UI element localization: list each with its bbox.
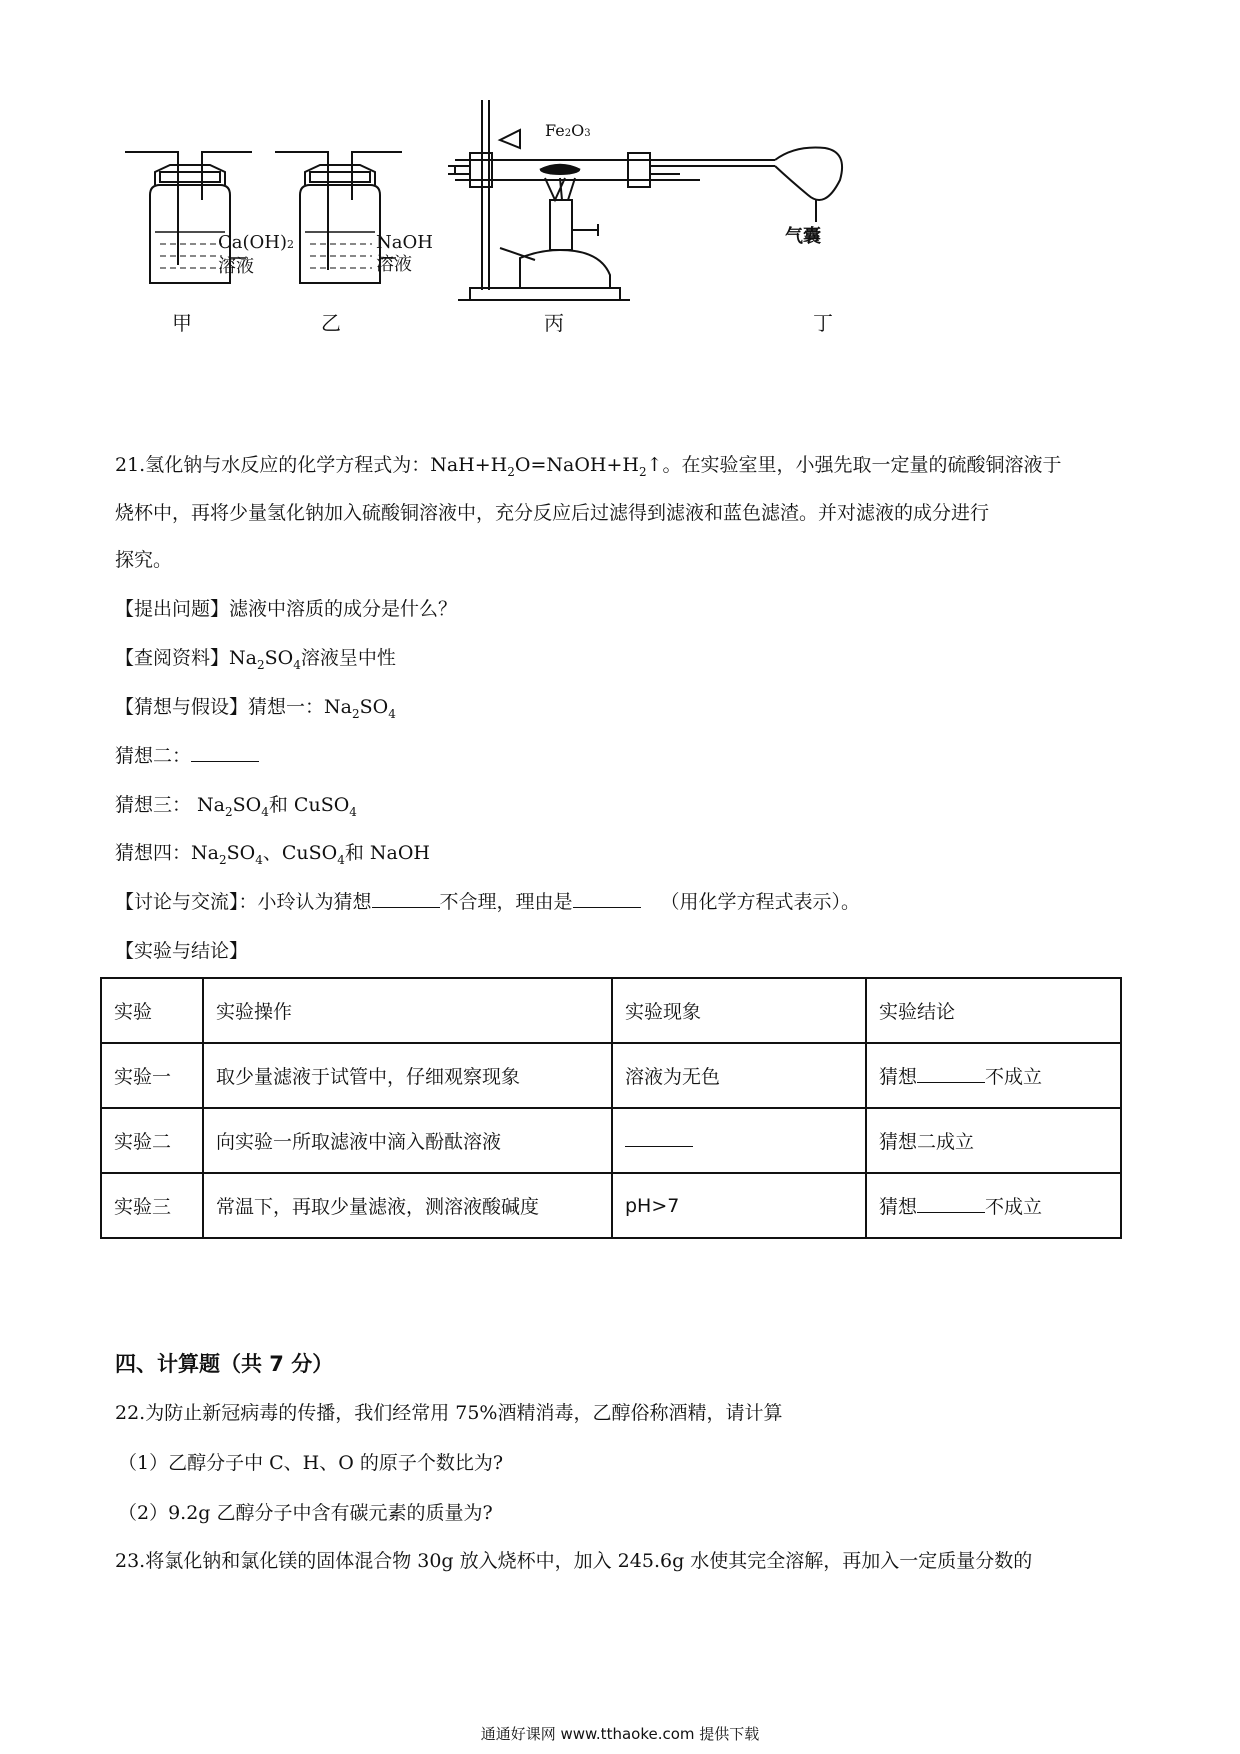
table-cell: pH>7 — [612, 1173, 866, 1238]
discussion-blank-1[interactable] — [372, 891, 440, 908]
table-cell: 实验三 — [101, 1173, 203, 1238]
q22-text: 22.为防止新冠病毒的传播，我们经常用 75%酒精消毒，乙醇俗称酒精，请计算 — [115, 1402, 783, 1424]
hypothesis-2-blank[interactable] — [191, 745, 259, 762]
q21-discussion: 【讨论与交流】：小玲认为猜想 不合理，理由是 （用化学方程式表示）。 — [115, 891, 861, 913]
caoh2-label: Ca(OH)2 溶液 — [218, 232, 295, 277]
table-cell: 实验一 — [101, 1043, 203, 1108]
q21-hypothesis-1: 【猜想与假设】猜想一：$Na_2SO_4$ — [115, 696, 396, 721]
q22-sub2: （2）9.2g 乙醇分子中含有碳元素的质量为? — [118, 1502, 493, 1524]
table-cell: 溶液为无色 — [612, 1043, 866, 1108]
conclusion-blank-1[interactable] — [917, 1066, 985, 1083]
balloon-ding — [680, 148, 842, 223]
q21-hypothesis-2: 猜想二： — [115, 743, 259, 769]
q21-intro-line2: 烧杯中，再将少量氢化钠加入硫酸铜溶液中，充分反应后过滤得到滤液和蓝色滤渣。并对滤液的成分进行 — [115, 502, 990, 524]
table-row — [101, 1043, 1121, 1108]
table-cell: 猜想 不成立 — [866, 1043, 1121, 1108]
section-title: 四、计算题（共 7 分） — [115, 1352, 334, 1376]
table-row — [101, 1173, 1121, 1238]
q21-intro-line3: 探究。 — [115, 549, 173, 571]
phenomenon-blank[interactable] — [625, 1130, 693, 1147]
header-cell: 实验 — [101, 978, 203, 1043]
q21-intro-line1: 21.氢化钠与水反应的化学方程式为：$NaH+H_2O=NaOH+H_2↑$。在实验室里，小强先取一定量的硫酸铜溶液于 — [115, 454, 1062, 479]
table-cell: 猜想二成立 — [866, 1108, 1121, 1173]
q22-sub1: （1）乙醇分子中 C、H、O 的原子个数比为? — [118, 1452, 504, 1474]
balloon-label: 气囊 — [785, 226, 821, 247]
table-cell — [612, 1108, 866, 1173]
q21-data: 【查阅资料】$Na_2SO_4$溶液呈中性 — [115, 647, 396, 672]
label-jia: 甲 — [172, 311, 192, 335]
naoh-label: NaOH 溶液 — [376, 232, 433, 275]
experiment-table — [100, 977, 1122, 1239]
q21-question: 【提出问题】滤液中溶质的成分是什么？ — [115, 598, 458, 620]
header-cell: 实验现象 — [612, 978, 866, 1043]
table-header-row — [101, 978, 1121, 1043]
table-cell: 猜想 不成立 — [866, 1173, 1121, 1238]
table-cell: 实验二 — [101, 1108, 203, 1173]
table-cell: 取少量滤液于试管中，仔细观察现象 — [203, 1043, 612, 1108]
discussion-blank-2[interactable] — [573, 891, 641, 908]
table-cell: 向实验一所取滤液中滴入酚酞溶液 — [203, 1108, 612, 1173]
table-row — [101, 1108, 1121, 1173]
label-bing: 丙 — [544, 311, 564, 335]
label-yi: 乙 — [321, 311, 341, 335]
q23-text: 23.将氯化钠和氯化镁的固体混合物 30g 放入烧杯中，加入 245.6g 水使其完全溶解，再加入一定质量分数的 — [115, 1550, 1033, 1572]
q21-hypothesis-3: 猜想三： $Na_2SO_4$和 CuSO$_4$ — [115, 794, 357, 819]
label-ding: 丁 — [813, 311, 833, 335]
q21-hypothesis-4: 猜想四：$Na_2SO_4$、CuSO$_4$和 NaOH — [115, 842, 430, 867]
fe2o3-powder — [540, 165, 580, 175]
header-cell: 实验结论 — [866, 978, 1121, 1043]
q21-conclusion-title: 【实验与结论】 — [115, 940, 249, 962]
header-cell: 实验操作 — [203, 978, 612, 1043]
footer-credit: 通通好课网 www.tthaoke.com 提供下载 — [480, 1725, 760, 1743]
conclusion-blank-2[interactable] — [917, 1196, 985, 1213]
table-cell: 常温下，再取少量滤液，测溶液酸碱度 — [203, 1173, 612, 1238]
fe2o3-label: Fe2O3 — [545, 121, 591, 140]
